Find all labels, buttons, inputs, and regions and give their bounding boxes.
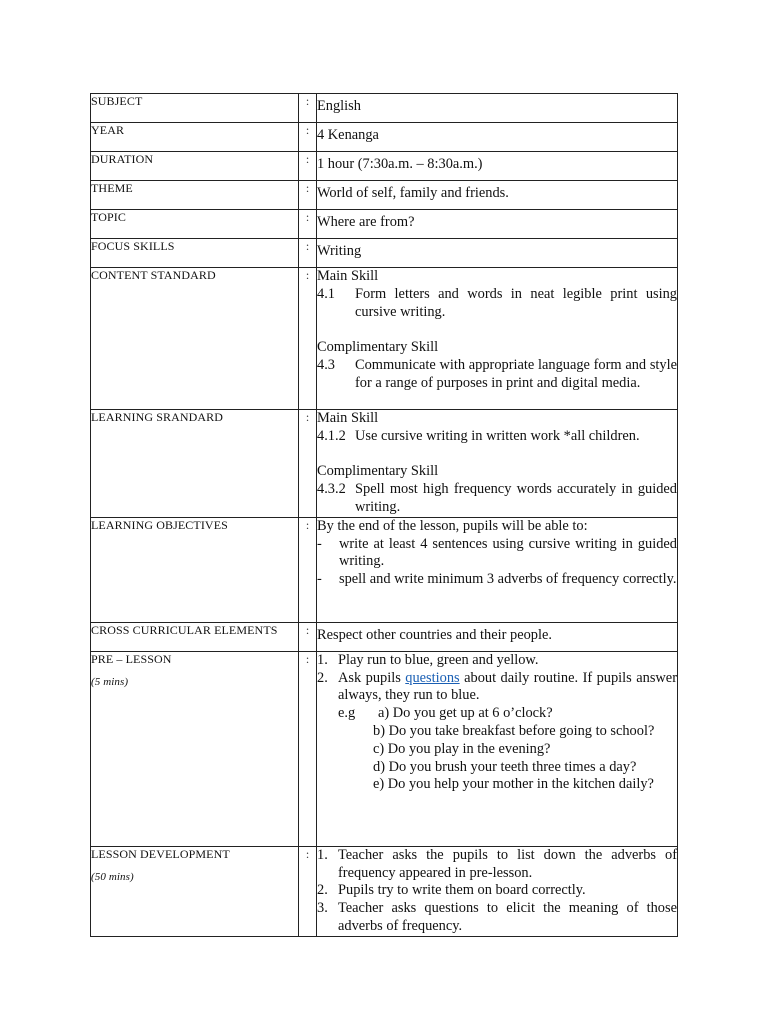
row-learning-objectives	[91, 517, 678, 622]
list-text: Teacher asks questions to elicit the meaning of those adverbs of frequency.	[338, 900, 677, 934]
question-b: b) Do you take breakfast before going to school?	[373, 722, 655, 739]
questions-link[interactable]: questions	[405, 669, 460, 686]
pre-lesson-title: PRE – LESSON	[91, 651, 172, 666]
example-line	[317, 705, 677, 723]
lesson-plan-table	[90, 93, 678, 937]
standard-number: 4.3	[317, 356, 335, 373]
row-duration	[91, 152, 678, 181]
learning-standard-value	[317, 410, 678, 518]
lesson-development-label	[91, 846, 299, 936]
list-text	[338, 670, 677, 706]
colon: :	[299, 517, 317, 622]
standard-item	[317, 357, 677, 393]
subject-label: SUBJECT	[91, 94, 299, 123]
bullet-dash: -	[317, 535, 322, 552]
question-e: e) Do you help your mother in the kitchen daily?	[373, 776, 654, 793]
list-number: 2.	[317, 669, 328, 686]
question-d: d) Do you brush your teeth three times a day?	[373, 758, 637, 775]
list-item	[317, 882, 677, 900]
complimentary-skill-heading: Complimentary Skill	[317, 339, 439, 356]
row-learning-standard	[91, 410, 678, 518]
row-subject	[91, 94, 678, 123]
standard-text: Spell most high frequency words accurately in guided writing.	[355, 481, 677, 515]
colon: :	[299, 239, 317, 268]
list-text-start: Ask pupils	[338, 669, 406, 686]
row-topic	[91, 210, 678, 239]
lesson-development-value	[317, 846, 678, 936]
main-skill-heading: Main Skill	[317, 410, 379, 426]
row-content-standard	[91, 268, 678, 410]
pre-lesson-duration: (5 mins)	[91, 675, 129, 688]
cross-curricular-label: CROSS CURRICULAR ELEMENTS	[91, 622, 299, 651]
question-c: c) Do you play in the evening?	[373, 740, 551, 757]
row-pre-lesson	[91, 651, 678, 846]
objective-item	[317, 571, 677, 589]
question-a: a) Do you get up at 6 o’clock?	[378, 705, 553, 722]
bullet-dash: -	[317, 571, 322, 588]
lesson-development-title: LESSON DEVELOPMENT	[91, 846, 230, 861]
subject-value: English	[317, 94, 678, 123]
list-text: Play run to blue, green and yellow.	[338, 651, 539, 668]
colon: :	[299, 622, 317, 651]
list-item	[317, 847, 677, 883]
standard-text: Form letters and words in neat legible print using cursive writing.	[355, 285, 677, 320]
objective-item	[317, 536, 677, 572]
duration-value: 1 hour (7:30a.m. – 8:30a.m.)	[317, 152, 678, 181]
learning-objectives-label: LEARNING OBJECTIVES	[91, 517, 299, 622]
standard-number: 4.3.2	[317, 481, 346, 498]
standard-text: Use cursive writing in written work *all children.	[355, 427, 640, 444]
complimentary-skill-heading: Complimentary Skill	[317, 463, 439, 480]
row-focus-skills	[91, 239, 678, 268]
objectives-intro: By the end of the lesson, pupils will be able to:	[317, 517, 588, 534]
theme-label: THEME	[91, 181, 299, 210]
pre-lesson-value	[317, 651, 678, 846]
colon: :	[299, 94, 317, 123]
pre-lesson-label	[91, 651, 299, 846]
main-skill-heading: Main Skill	[317, 268, 379, 284]
topic-label: TOPIC	[91, 210, 299, 239]
duration-label: DURATION	[91, 152, 299, 181]
content-standard-label: CONTENT STANDARD	[91, 268, 299, 410]
year-value: 4 Kenanga	[317, 123, 678, 152]
list-text: Teacher asks the pupils to list down the adverbs of frequency appeared in pre-lesson.	[338, 846, 677, 881]
standard-number: 4.1.2	[317, 427, 346, 444]
focus-skills-label: FOCUS SKILLS	[91, 239, 299, 268]
year-label: YEAR	[91, 123, 299, 152]
row-theme	[91, 181, 678, 210]
colon: :	[299, 268, 317, 410]
standard-text: Communicate with appropriate language form and style for a range of purposes in print and digital media.	[355, 356, 677, 391]
objective-text: write at least 4 sentences using cursive writing in guided writing.	[339, 535, 677, 570]
list-item	[317, 670, 677, 706]
cross-curricular-value: Respect other countries and their people.	[317, 622, 678, 651]
standard-item	[317, 286, 677, 322]
colon: :	[299, 410, 317, 518]
list-item	[317, 652, 677, 670]
content-standard-value	[317, 268, 678, 410]
list-number: 1.	[317, 651, 328, 668]
list-text-end: about daily routine. If pupils answer always, they run to blue.	[338, 669, 677, 704]
standard-item	[317, 481, 677, 517]
list-number: 1.	[317, 846, 328, 863]
eg-label: e.g	[338, 705, 356, 722]
colon: :	[299, 651, 317, 846]
objective-text: spell and write minimum 3 adverbs of frequency correctly.	[339, 571, 677, 588]
colon: :	[299, 123, 317, 152]
row-cross-curricular	[91, 622, 678, 651]
row-lesson-development	[91, 846, 678, 936]
list-item	[317, 900, 677, 936]
lesson-development-duration: (50 mins)	[91, 870, 134, 883]
learning-objectives-value	[317, 517, 678, 622]
topic-value: Where are from?	[317, 210, 678, 239]
list-text: Pupils try to write them on board correctly.	[338, 882, 586, 899]
colon: :	[299, 152, 317, 181]
list-number: 2.	[317, 882, 328, 899]
list-number: 3.	[317, 900, 328, 917]
learning-standard-label: LEARNING SRANDARD	[91, 410, 299, 518]
colon: :	[299, 210, 317, 239]
standard-item	[317, 428, 677, 446]
colon: :	[299, 846, 317, 936]
focus-skills-value: Writing	[317, 239, 678, 268]
theme-value: World of self, family and friends.	[317, 181, 678, 210]
colon: :	[299, 181, 317, 210]
row-year	[91, 123, 678, 152]
standard-number: 4.1	[317, 285, 335, 302]
